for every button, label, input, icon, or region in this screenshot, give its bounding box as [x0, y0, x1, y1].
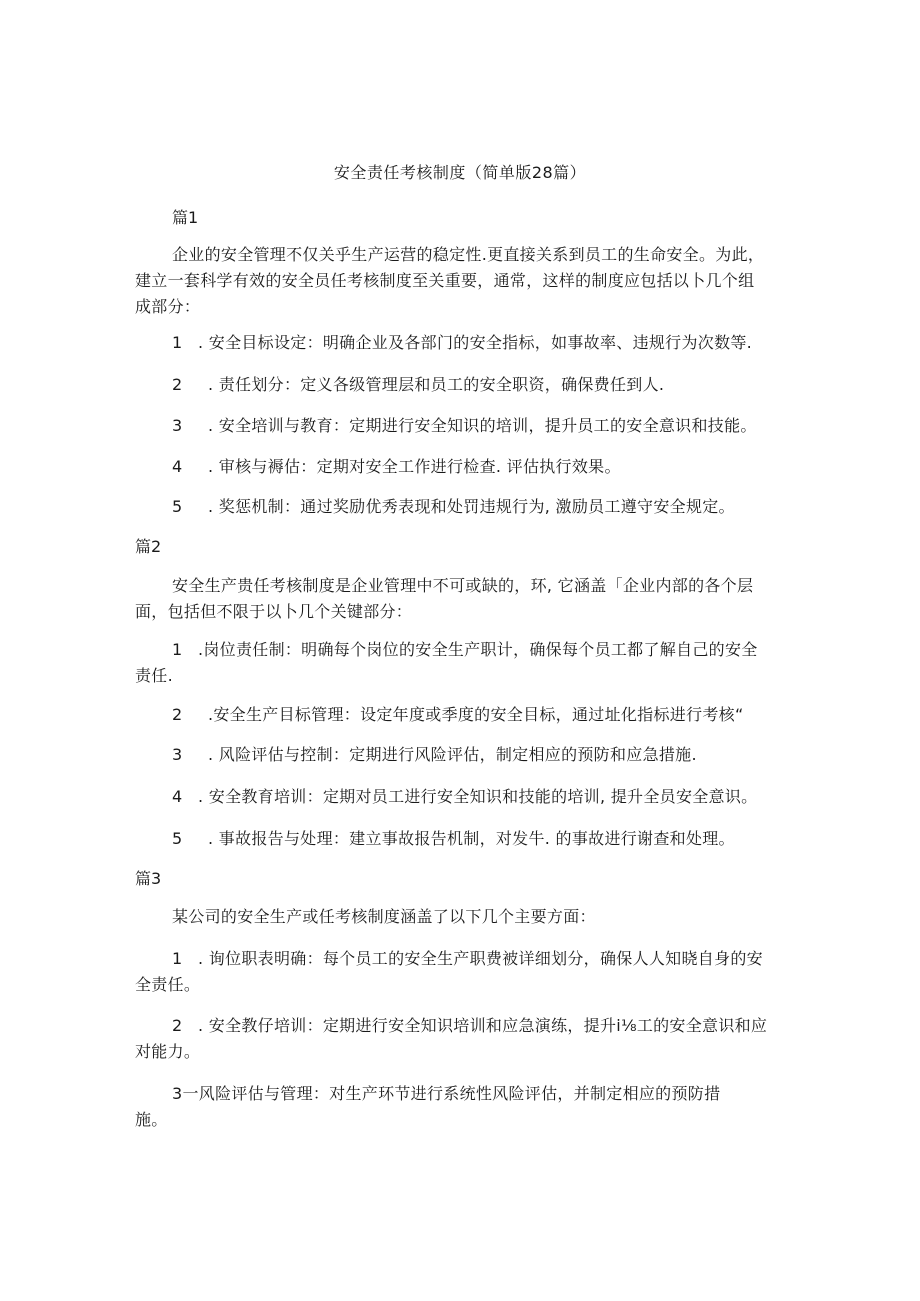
item-number: 4: [172, 457, 183, 476]
item-text: . 安全教育培训：定期对员工进行安全知识和技能的培训, 提升全员安全意识。: [198, 787, 758, 806]
section-3-item-2: [172, 1013, 767, 1039]
item-text: . 责任划分：定义各级管理层和员工的安全职资，确保费任到人.: [208, 375, 665, 394]
item-text: . 风险评估与控制：定期进行风险评估，制定相应的预防和应急措施.: [208, 745, 697, 764]
section-2-intro-line-2: 面，包括但不限于以卜几个关键部分：: [135, 602, 413, 621]
item-text: . 安全培训与教育：定期进行安全知识的培训，提升员工的安全意识和技能。: [208, 416, 757, 435]
section-2-intro-line-1: 安全生产贵任考核制度是企业管理中不可或缺的，环, 它涵盖「企业内部的各个层: [172, 576, 754, 595]
item-text: 一风险评估与管理：对生产环节进行系统性风险评估，并制定相应的预防措: [182, 1084, 721, 1103]
section-2-item-5: [172, 826, 735, 852]
item-text: .岗位责任制：明确每个岗位的安全生产职计，确保每个员工都了解自己的安全: [198, 640, 758, 659]
section-1-item-5: [172, 494, 735, 520]
section-1-intro-line-2: 建立一套科学有效的安全员任考核制度至关重要，通常，这样的制度应包括以卜几个组: [135, 271, 755, 290]
section-1-item-2: [172, 372, 664, 398]
section-heading-2: 篇2: [135, 537, 162, 556]
item-number: 1: [172, 333, 183, 352]
item-number: 1: [172, 949, 183, 968]
section-2-item-4: [172, 784, 757, 810]
section-1-item-3: [172, 413, 757, 439]
item-number: 3: [172, 745, 183, 764]
section-3-item-3-continued: 施。: [135, 1110, 168, 1129]
item-text: . 事故报告与处理：建立事故报告机制，对发牛. 的事故进行谢查和处理。: [208, 829, 735, 848]
item-number: 5: [172, 829, 183, 848]
item-number: 3: [172, 1084, 183, 1103]
document-title: 安全责任考核制度（简单版28篇）: [333, 163, 587, 182]
item-text: . 审核与褥估：定期对安全工作进行检查. 评估执行效果。: [208, 457, 621, 476]
section-1-intro-line-3: 成部分：: [135, 297, 201, 316]
item-text: . 奖惩机制：通过奖励优秀表现和处罚违规行为, 激励员工遵守安全规定。: [208, 497, 735, 516]
section-3-item-3: [172, 1081, 720, 1107]
section-3-item-1-continued: 全责任。: [135, 975, 201, 994]
section-1-item-1: [172, 330, 752, 356]
item-text: . 询位职表明确：每个员工的安全生产职费被详细划分，确保人人知晓自身的安: [198, 949, 763, 968]
item-text: . 安全教仔培训：定期进行安全知识培训和应急演练，提升i⅛工的安全意识和应: [198, 1016, 768, 1035]
section-heading-3: 篇3: [135, 869, 162, 888]
item-text: . 安全目标设定：明确企业及各部门的安全指标，如事故率、违规行为次数等.: [198, 333, 753, 352]
section-2-item-2: [172, 702, 744, 728]
item-number: 3: [172, 416, 183, 435]
section-2-item-1-continued: 责任.: [135, 666, 173, 685]
section-3-item-2-continued: 对能力。: [135, 1042, 201, 1061]
section-1-item-4: [172, 454, 621, 480]
section-2-item-3: [172, 742, 697, 768]
item-number: 2: [172, 705, 183, 724]
section-1-intro-line-1: 企业的安全管理不仅关乎生产运营的稳定性.更直接关系到员工的生命安全。为此，: [172, 245, 765, 264]
item-number: 1: [172, 640, 183, 659]
item-number: 5: [172, 497, 183, 516]
item-number: 2: [172, 375, 183, 394]
section-heading-1: 篇1: [172, 208, 199, 227]
section-3-item-1: [172, 946, 763, 972]
item-text: .安全生产目标管理：设定年度或季度的安全目标，通过址化指标进行考核“: [208, 705, 744, 724]
section-3-intro-line-1: 某公司的安全生产或任考核制度涵盖了以下几个主要方面：: [172, 907, 596, 926]
section-2-item-1: [172, 637, 758, 663]
item-number: 2: [172, 1016, 183, 1035]
item-number: 4: [172, 787, 183, 806]
